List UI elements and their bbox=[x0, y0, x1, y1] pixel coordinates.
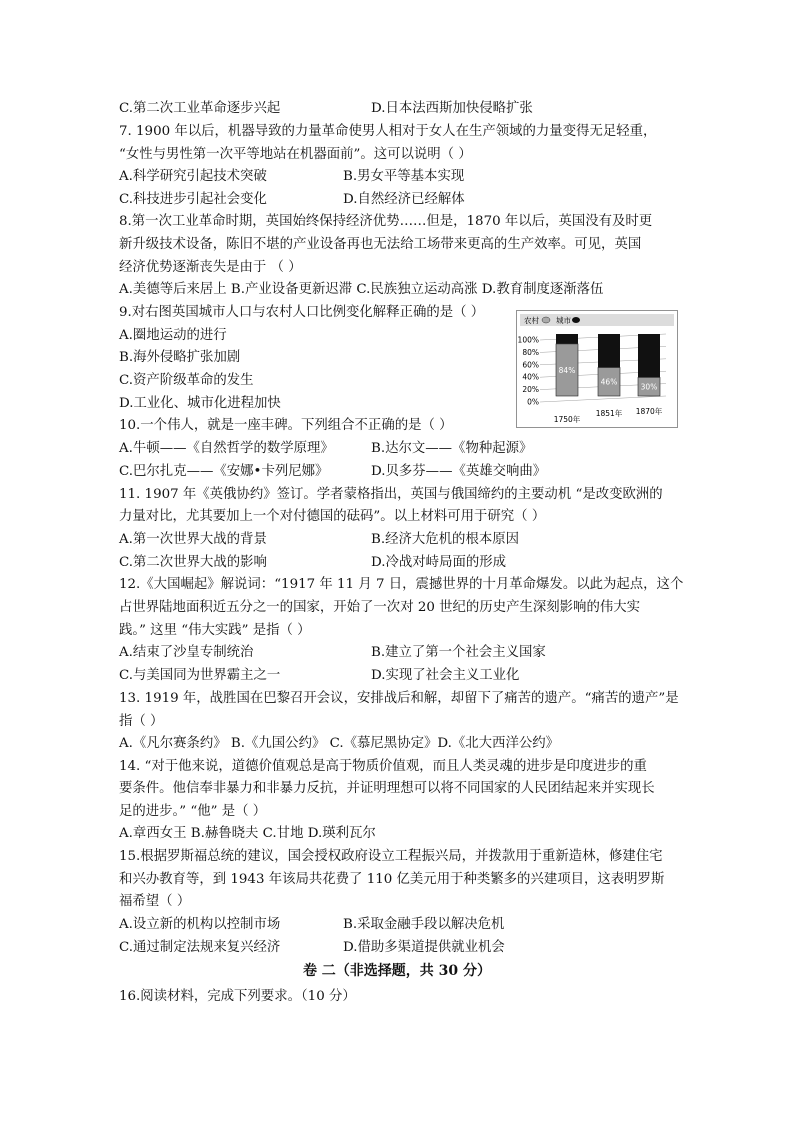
q10-option-c: C.巴尔扎克——《安娜•卡列尼娜》 bbox=[119, 464, 329, 479]
q11-stem-line-2: 力量对比，尤其要加上一个对付德国的砝码”。以上材料可用于研究（ ） bbox=[119, 509, 546, 524]
bar-value-label: 84% bbox=[558, 365, 576, 375]
q7-option-c: C.科技进步引起社会变化 bbox=[119, 192, 267, 207]
q8-options: A.美德等后来居上 B.产业设备更新迟滞 C.民族独立运动高涨 D.教育制度逐渐落伍 bbox=[119, 282, 604, 297]
q9-option-c: C.资产阶级革命的发生 bbox=[119, 373, 254, 388]
q15-option-b: B.采取金融手段以解决危机 bbox=[343, 917, 505, 932]
q12-stem-line-3: 践。” 这里 “伟大实践” 是指（ ） bbox=[119, 623, 311, 638]
y-tick-label: 60% bbox=[522, 360, 539, 370]
q16-stem: 16.阅读材料，完成下列要求。（10 分） bbox=[119, 989, 356, 1004]
q12-option-c: C.与美国同为世界霸主之一 bbox=[119, 668, 281, 683]
q11-option-c: C.第二次世界大战的影响 bbox=[119, 555, 267, 570]
q8-stem-line-2: 新升级技术设备，陈旧不堪的产业设备再也无法给工场带来更高的生产效率。可见，英国 bbox=[119, 237, 642, 252]
q7-option-a: A.科学研究引起技术突破 bbox=[119, 169, 267, 184]
x-category-label: 1750年 bbox=[553, 415, 581, 424]
bar-urban-1 bbox=[598, 334, 620, 367]
q13-options: A.《凡尔赛条约》 B.《九国公约》 C.《慕尼黑协定》D.《北大西洋公约》 bbox=[119, 736, 560, 751]
x-category-label: 1870年 bbox=[635, 407, 663, 416]
q14-options: A.章西女王 B.赫鲁晓夫 C.甘地 D.瑛利瓦尔 bbox=[119, 826, 376, 841]
q15-option-d: D.借助多渠道提供就业机会 bbox=[343, 940, 505, 955]
q7-stem-line-1: 7. 1900 年以后，机器导致的力量革命使男人相对于女人在生产领域的力量变得无足轻重， bbox=[119, 124, 657, 139]
q11-option-a: A.第一次世界大战的背景 bbox=[119, 532, 267, 547]
q14-stem-line-2: 要条件。他信奉非暴力和非暴力反抗，并证明理想可以将不同国家的人民团结起来并实现长 bbox=[119, 781, 655, 796]
q12-option-b: B.建立了第一个社会主义国家 bbox=[371, 645, 546, 660]
q8-stem-line-3: 经济优势逐渐丧失是由于 （ ） bbox=[119, 260, 302, 275]
bar-value-label: 30% bbox=[640, 382, 658, 392]
q9-stem: 9.对右图英国城市人口与农村人口比例变化解释正确的是（ ） bbox=[119, 305, 485, 320]
bar-value-label: 46% bbox=[600, 377, 618, 387]
q8-stem-line-1: 8.第一次工业革命时期，英国始终保持经济优势……但是，1870 年以后，英国没有及时更 bbox=[119, 214, 653, 229]
q6-option-d: D.日本法西斯加快侵略扩张 bbox=[371, 101, 533, 116]
q15-option-a: A.设立新的机构以控制市场 bbox=[119, 917, 281, 932]
population-chart bbox=[516, 310, 678, 428]
q7-option-b: B.男女平等基本实现 bbox=[343, 169, 465, 184]
q10-option-a: A.牛顿——《自然哲学的数学原理》 bbox=[119, 441, 334, 456]
q9-option-a: A.圈地运动的进行 bbox=[119, 328, 227, 343]
q13-stem-line-2: 指（ ） bbox=[119, 714, 164, 729]
legend-swatch-urban bbox=[572, 317, 580, 323]
q15-stem-line-1: 15.根据罗斯福总统的建议，国会授权政府设立工程振兴局，并拨款用于重新造林，修建住宅 bbox=[119, 849, 663, 864]
legend-label-rural: 农村 bbox=[524, 316, 539, 325]
y-tick-label: 100% bbox=[517, 335, 539, 345]
q11-stem-line-1: 11. 1907 年《英俄协约》签订。学者蒙格指出，英国与俄国缔约的主要动机 “是改变欧洲的 bbox=[119, 487, 663, 502]
q7-stem-line-2: “女性与男性第一次平等地站在机器面前”。这可以说明（ ） bbox=[119, 147, 472, 162]
y-tick-label: 0% bbox=[527, 397, 539, 407]
q9-option-d: D.工业化、城市化进程加快 bbox=[119, 396, 281, 411]
q14-stem-line-1: 14. “对于他来说，道德价值观总是高于物质价值观，而且人类灵魂的进步是印度进步的重 bbox=[119, 759, 647, 774]
q15-stem-line-3: 福希望（ ） bbox=[119, 894, 191, 909]
y-tick-label: 40% bbox=[522, 372, 539, 382]
bar-urban-2 bbox=[638, 334, 660, 377]
q10-option-b: B.达尔文——《物种起源》 bbox=[371, 441, 533, 456]
q7-option-d: D.自然经济已经解体 bbox=[343, 192, 465, 207]
q14-stem-line-3: 足的进步。” “他” 是（ ） bbox=[119, 804, 267, 819]
q15-option-c: C.通过制定法规来复兴经济 bbox=[119, 940, 281, 955]
y-tick-label: 20% bbox=[522, 385, 539, 395]
q6-option-c: C.第二次工业革命逐步兴起 bbox=[119, 101, 281, 116]
legend-swatch-rural bbox=[542, 317, 550, 323]
q9-option-b: B.海外侵略扩张加剧 bbox=[119, 350, 241, 365]
bar-urban-0 bbox=[556, 334, 578, 344]
legend-label-urban: 城市 bbox=[556, 316, 571, 325]
q13-stem-line-1: 13. 1919 年，战胜国在巴黎召开会议，安排战后和解，却留下了痛苦的遗产。“痛苦的遗产”是 bbox=[119, 691, 679, 706]
q11-option-d: D.冷战对峙局面的形成 bbox=[371, 555, 507, 570]
y-tick-label: 80% bbox=[522, 347, 539, 357]
section-two-heading: 卷 二（非选择题，共 30 分） bbox=[302, 963, 492, 979]
q10-stem: 10.一个伟人，就是一座丰碑。下列组合不正确的是（ ） bbox=[119, 418, 453, 433]
q12-stem-line-2: 占世界陆地面积近五分之一的国家，开始了一次对 20 世纪的历史产生深刻影响的伟大实 bbox=[119, 600, 641, 615]
x-category-label: 1851年 bbox=[595, 409, 623, 418]
q12-stem-line-1: 12.《大国崛起》解说词：“1917 年 11 月 7 日，震撼世界的十月革命爆发。以此为起点，这个 bbox=[119, 577, 684, 592]
q10-option-d: D.贝多芬——《英雄交响曲》 bbox=[371, 464, 547, 479]
q12-option-d: D.实现了社会主义工业化 bbox=[371, 668, 520, 683]
q11-option-b: B.经济大危机的根本原因 bbox=[371, 532, 520, 547]
q12-option-a: A.结束了沙皇专制统治 bbox=[119, 645, 254, 660]
q15-stem-line-2: 和兴办教育等，到 1943 年该局共花费了 110 亿美元用于种类繁多的兴建项目，这表明罗斯 bbox=[119, 872, 665, 887]
